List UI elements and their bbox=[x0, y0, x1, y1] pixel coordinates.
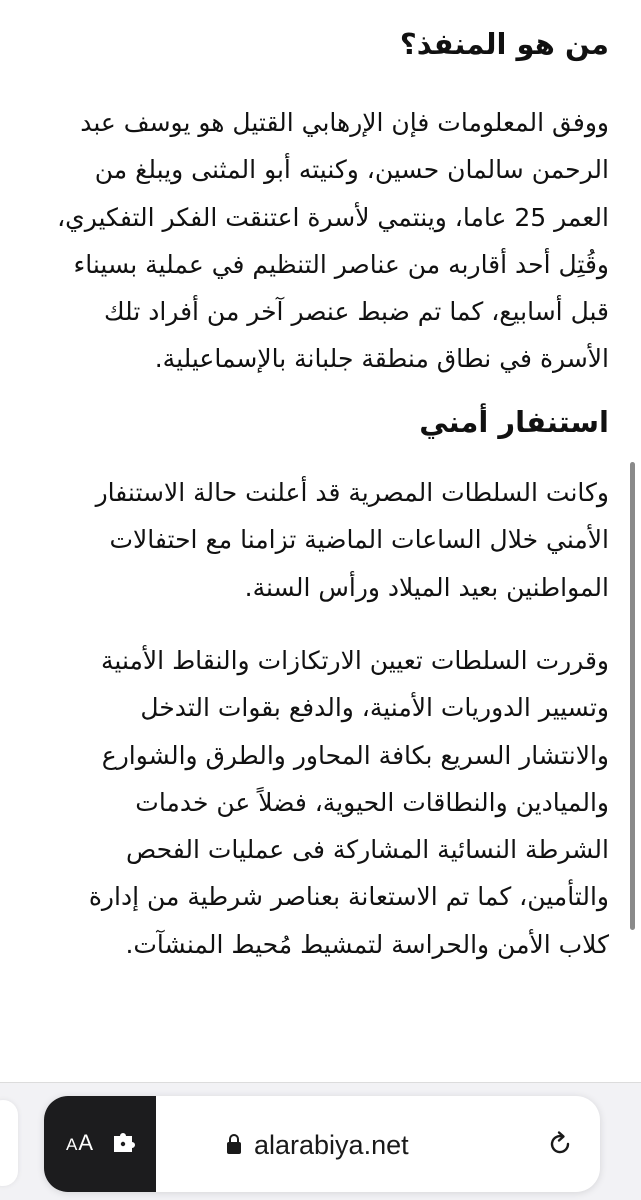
url-text[interactable]: alarabiya.net bbox=[254, 1130, 409, 1160]
paragraph-line: الشرطة النسائية المشاركة فى عمليات الفحص bbox=[125, 835, 609, 865]
text-size-icon: AA bbox=[66, 1130, 95, 1155]
lock-icon bbox=[226, 1133, 242, 1155]
page-scrollbar[interactable] bbox=[630, 462, 635, 930]
paragraph-line: الرحمن سالمان حسين، وكنيته أبو المثنى ويبلغ من bbox=[94, 155, 609, 185]
paragraph-line: وقررت السلطات تعيين الارتكازات والنقاط الأمنية bbox=[101, 646, 609, 675]
puzzle-extension-icon[interactable] bbox=[110, 1130, 136, 1156]
article-paragraph-2 bbox=[96, 469, 609, 611]
article-paragraph-1 bbox=[57, 99, 609, 383]
reader-options-button[interactable] bbox=[44, 1096, 156, 1192]
article-body bbox=[32, 0, 609, 1080]
section-heading-security-alert: استنفار أمني bbox=[419, 405, 609, 439]
previous-tab-edge[interactable] bbox=[0, 1100, 18, 1186]
paragraph-line: والميادين والنطاقات الحيوية، فضلاً عن خدمات bbox=[135, 787, 609, 817]
paragraph-line: كلاب الأمن والحراسة لتمشيط مُحيط المنشآت. bbox=[125, 929, 609, 959]
paragraph-line: الأمني خلال الساعات الماضية تزامنا مع احتفالات bbox=[109, 525, 609, 555]
paragraph-line: قبل أسابيع، كما تم ضبط عنصر آخر من أفراد تلك bbox=[103, 297, 609, 327]
paragraph-line: المواطنين بعيد الميلاد ورأس السنة. bbox=[244, 572, 609, 602]
paragraph-line: والتأمين، كما تم الاستعانة بعناصر شرطية من إدارة bbox=[88, 882, 609, 912]
section-heading-perpetrator: من هو المنفذ؟ bbox=[399, 27, 609, 61]
paragraph-line: والانتشار السريع بكافة المحاور والطرق والشوارع bbox=[101, 740, 609, 770]
paragraph-line: وكانت السلطات المصرية قد أعلنت حالة الاستنفار bbox=[95, 478, 609, 507]
paragraph-line: وتسيير الدوريات الأمنية، والدفع بقوات التدخل bbox=[140, 693, 609, 723]
article-paragraph-3 bbox=[89, 637, 609, 968]
paragraph-line: الأسرة في نطاق منطقة جلبانة بالإسماعيلية. bbox=[154, 344, 609, 374]
reload-icon[interactable] bbox=[546, 1130, 574, 1158]
paragraph-line: العمر 25 عاما، وينتمي لأسرة اعتنقت الفكر التفكيري، bbox=[57, 202, 609, 232]
paragraph-line: ووفق المعلومات فإن الإرهابي القتيل هو يوسف عبد bbox=[80, 108, 609, 137]
paragraph-line: وقُتِل أحد أقاربه من عناصر التنظيم في عملية بسيناء bbox=[73, 249, 609, 279]
